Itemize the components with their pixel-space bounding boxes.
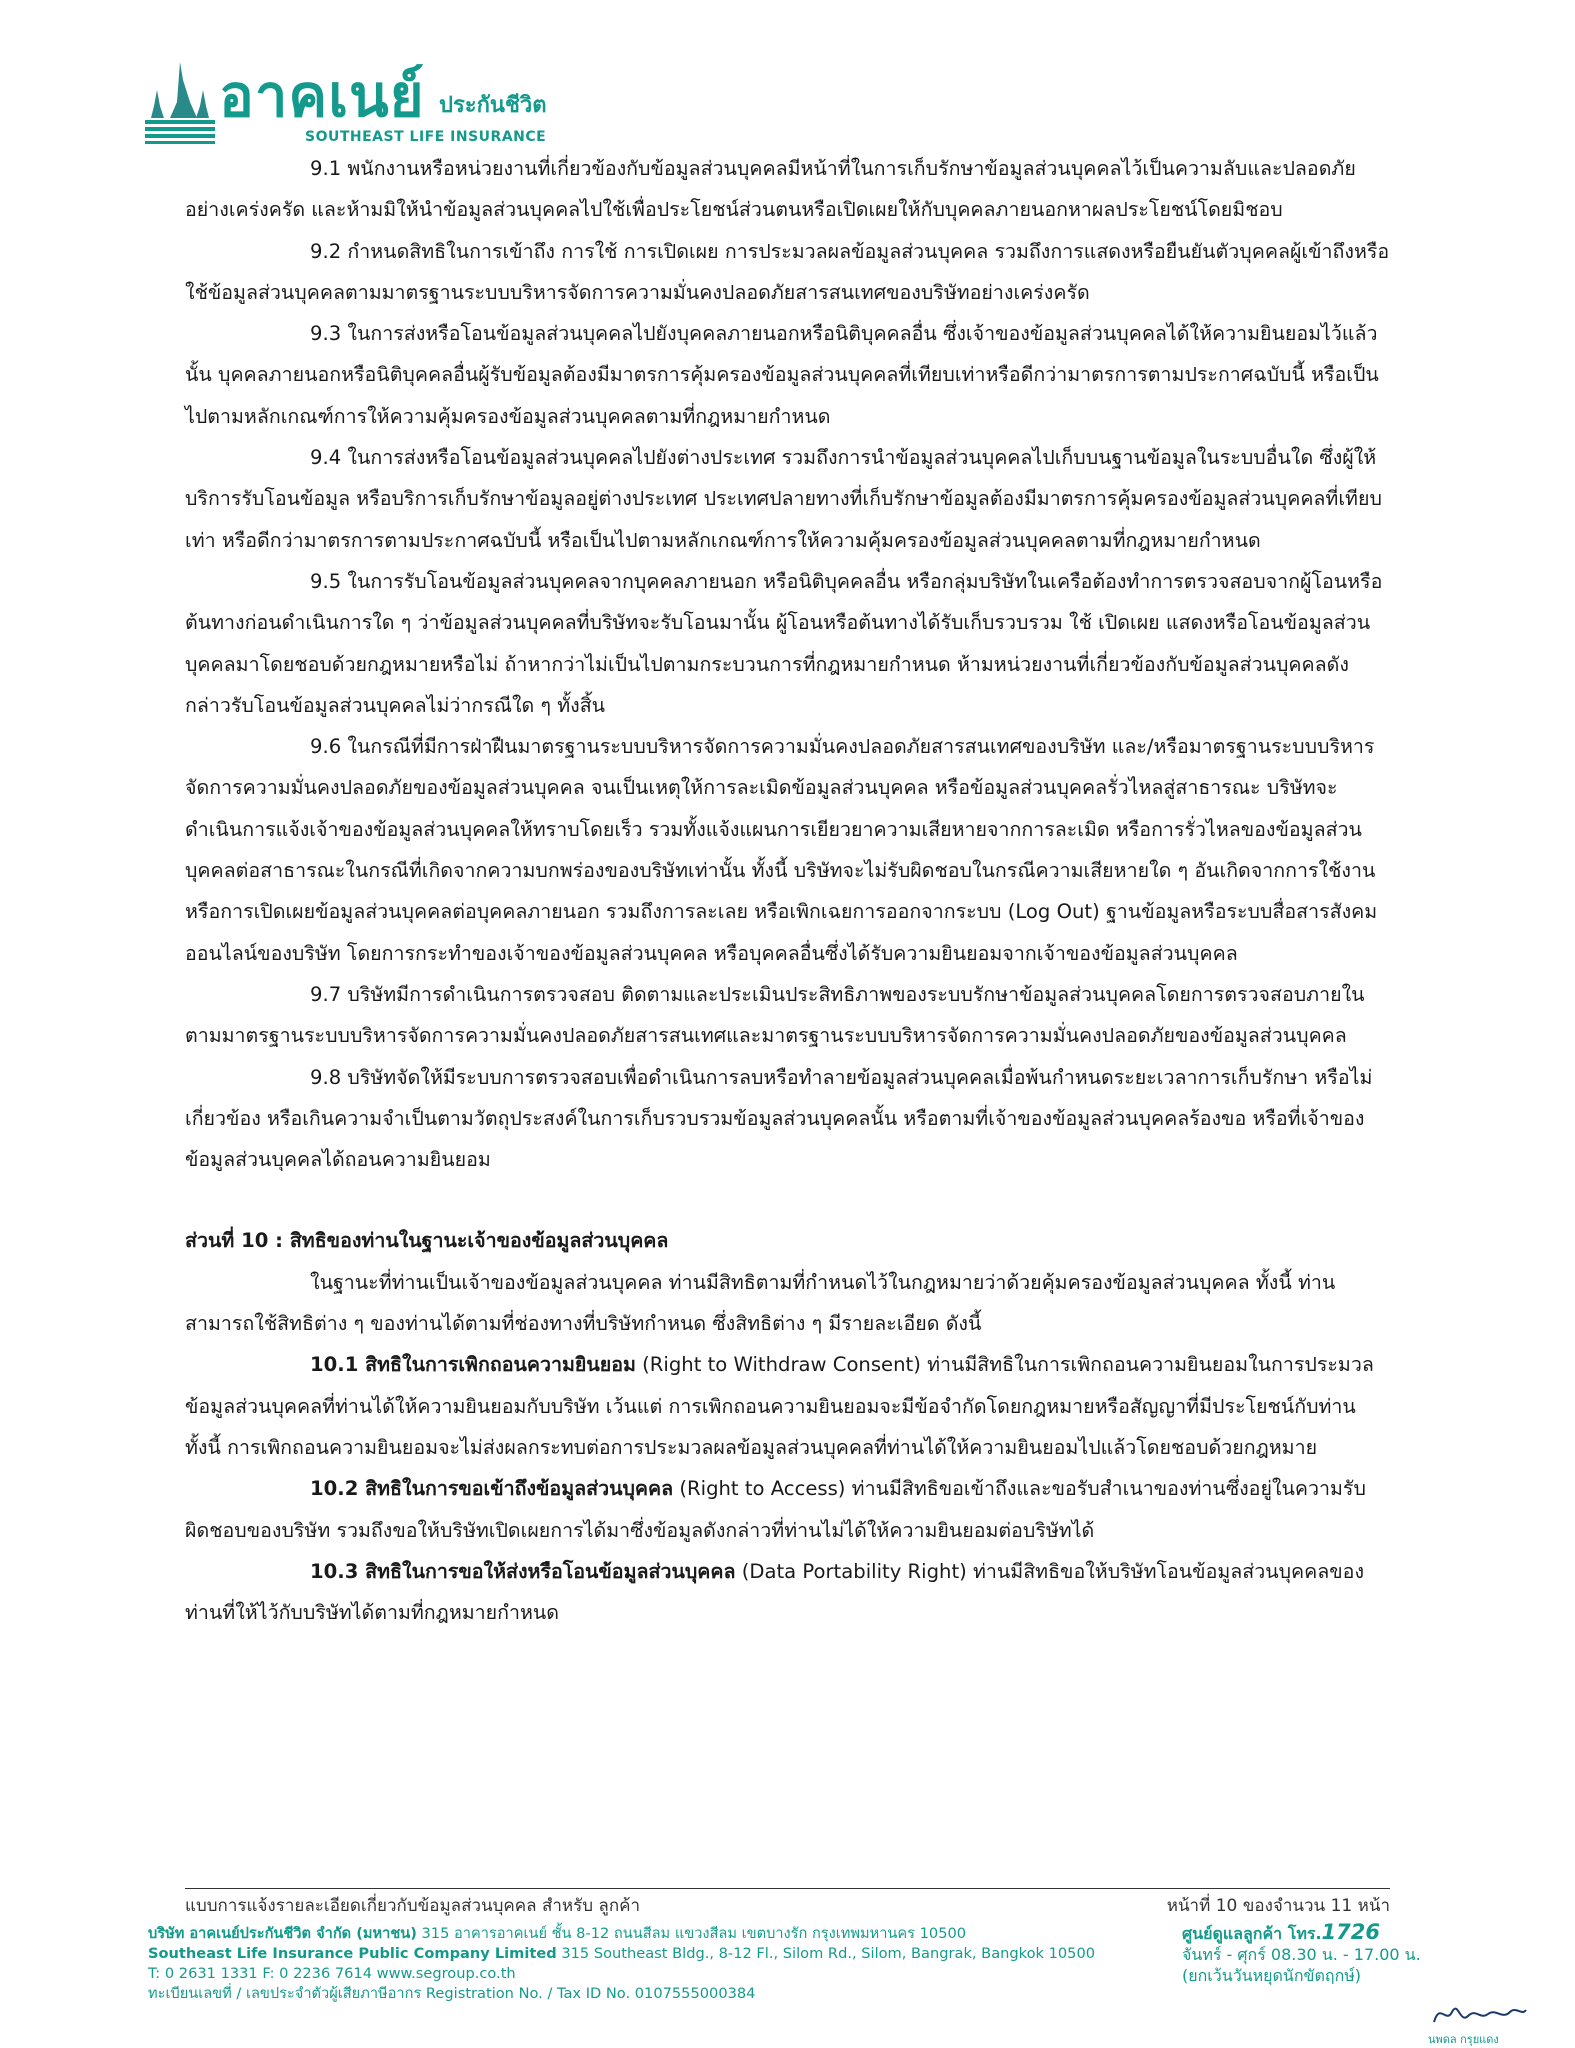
brand-name-thai: อาคเนย์ <box>219 62 425 130</box>
clause-9-8: 9.8 บริษัทจัดให้มีระบบการตรวจสอบเพื่อดำเนินการลบหรือทำลายข้อมูลส่วนบุคคลเมื่อพ้นกำหนดระยะเวลาการเก็บรักษา หรือไม่เกี่ยวข้อง หรือเกินความจำเป็นตามวัตถุประสงค์ในการเก็บรวบรวมข้อมูลส่วนบุคคลนั้น หรือตามที่เจ้าของข้อมูลส่วนบุคคลร้องขอ หรือที่เจ้าของข้อมูลส่วนบุคคลได้ถอนความยินยอม <box>185 1065 1373 1172</box>
company-address-english: 315 Southeast Bldg., 8-12 Fl., Silom Rd., Silom, Bangrak, Bangkok 10500 <box>561 1945 1096 1962</box>
hotline-label: ศูนย์ดูแลลูกค้า โทร. <box>1182 1924 1322 1943</box>
right-10-3 <box>185 1551 1390 1634</box>
temple-logo-icon <box>145 62 215 144</box>
clause-9-7: 9.7 บริษัทมีการดำเนินการตรวจสอบ ติดตามและประเมินประสิทธิภาพของระบบรักษาข้อมูลส่วนบุคคลโดยการตรวจสอบภายในตามมาตรฐานระบบบริหารจัดการความมั่นคงปลอดภัยสารสนเทศและมาตรฐานระบบบริหารจัดการความมั่นคงปลอดภัยของข้อมูลส่วนบุคคล <box>185 982 1365 1048</box>
footer-divider <box>185 1888 1390 1889</box>
right-10-1-heading: 10.1 สิทธิในการเพิกถอนความยินยอม <box>310 1353 636 1377</box>
right-10-2-heading: 10.2 สิทธิในการขอเข้าถึงข้อมูลส่วนบุคคล <box>310 1477 674 1501</box>
clause-9-1: 9.1 พนักงานหรือหน่วยงานที่เกี่ยวข้องกับข้อมูลส่วนบุคคลมีหน้าที่ในการเก็บรักษาข้อมูลส่วนบุคคลไว้เป็นความลับและปลอดภัยอย่างเคร่งครัด และห้ามมิให้นำข้อมูลส่วนบุคคลไปใช้เพื่อประโยชน์ส่วนตนหรือเปิดเผยให้กับบุคคลภายนอกหาผลประโยชน์โดยมิชอบ <box>185 157 1356 222</box>
clause-9-4: 9.4 ในการส่งหรือโอนข้อมูลส่วนบุคคลไปยังต่างประเทศ รวมถึงการนำข้อมูลส่วนบุคคลไปเก็บบนฐานข้อมูลในระบบอื่นใด ซึ่งผู้ให้บริการรับโอนข้อมูล หรือบริการเก็บรักษาข้อมูลอยู่ต่างประเทศ ประเทศปลายทางที่เก็บรักษาข้อมูลต้องมีมาตรการคุ้มครองข้อมูลส่วนบุคคลที่เทียบเท่า หรือดีกว่ามาตรการตามประกาศฉบับนี้ หรือเป็นไปตามหลักเกณฑ์การให้ความคุ้มครองข้อมูลส่วนบุคคลตามที่กฎหมายกำหนด <box>185 446 1382 552</box>
right-10-3-text: (Data Portability Right) ท่านมีสิทธิขอให้บริษัทโอนข้อมูลส่วนบุคคลของท่านที่ให้ไว้กับบริษัทได้ตามที่กฎหมายกำหนด <box>185 1559 1365 1625</box>
company-address-thai: 315 อาคารอาคเนย์ ชั้น 8-12 ถนนสีลม แขวงสีลม เขตบางรัก กรุงเทพมหานคร 10500 <box>421 1925 967 1942</box>
section-10-intro: ในฐานะที่ท่านเป็นเจ้าของข้อมูลส่วนบุคคล ท่านมีสิทธิตามที่กำหนดไว้ในกฎหมายว่าด้วยคุ้มครองข้อมูลส่วนบุคคล ทั้งนี้ ท่านสามารถใช้สิทธิต่าง ๆ ของท่านได้ตามที่ช่องทางที่บริษัทกำหนด ซึ่งสิทธิต่าง ๆ มีรายละเอียด ดังนี้ <box>185 1270 1336 1336</box>
footer-company-info <box>148 1924 1095 2004</box>
company-name-thai: บริษัท อาคเนย์ประกันชีวิต จำกัด (มหาชน) <box>148 1925 417 1942</box>
footer-page-number: หน้าที่ 10 ของจำนวน 11 หน้า <box>1166 1896 1390 1916</box>
brand-subtitle-thai: ประกันชีวิต <box>439 93 547 118</box>
hotline-holiday-note: (ยกเว้นวันหยุดนักขัตฤกษ์) <box>1182 1966 1362 1985</box>
clause-9-5: 9.5 ในการรับโอนข้อมูลส่วนบุคคลจากบุคคลภายนอก หรือนิติบุคคลอื่น หรือกลุ่มบริษัทในเครือต้องทำการตรวจสอบจากผู้โอนหรือต้นทางก่อนดำเนินการใด ๆ ว่าข้อมูลส่วนบุคคลที่บริษัทจะรับโอนมานั้น ผู้โอนหรือต้นทางได้รับเก็บรวบรวม ใช้ เปิดเผย แสดงหรือโอนข้อมูลส่วนบุคคลมาโดยชอบด้วยกฎหมายหรือไม่ ถ้าหากว่าไม่เป็นไปตามกระบวนการที่กฎหมายกำหนด ห้ามหน่วยงานที่เกี่ยวข้องกับข้อมูลส่วนบุคคลดังกล่าวรับโอนข้อมูลส่วนบุคคลไม่ว่ากรณีใด ๆ ทั้งสิ้น <box>185 569 1383 717</box>
right-10-2 <box>185 1468 1390 1551</box>
company-name-english: Southeast Life Insurance Public Company Limited <box>148 1945 557 1962</box>
right-10-1 <box>185 1344 1390 1468</box>
clause-9-6: 9.6 ในกรณีที่มีการฝ่าฝืนมาตรฐานระบบบริหารจัดการความมั่นคงปลอดภัยสารสนเทศของบริษัท และ/หรือมาตรฐานระบบบริหารจัดการความมั่นคงปลอดภัยของข้อมูลส่วนบุคคล จนเป็นเหตุให้การละเมิดข้อมูลส่วนบุคคล หรือข้อมูลส่วนบุคคลรั่วไหลสู่สาธารณะ บริษัทจะดำเนินการแจ้งเจ้าของข้อมูลส่วนบุคคลให้ทราบโดยเร็ว รวมทั้งแจ้งแผนการเยียวยาความเสียหายจากการละเมิด หรือการรั่วไหลของข้อมูลส่วนบุคคลต่อสาธารณะในกรณีที่เกิดจากความบกพร่องของบริษัทเท่านั้น ทั้งนี้ บริษัทจะไม่รับผิดชอบในกรณีความเสียหายใด ๆ อันเกิดจากการใช้งานหรือการเปิดเผยข้อมูลส่วนบุคคลต่อบุคคลภายนอก รวมถึงการละเลย หรือเพิกเฉยการออกจากระบบ (Log Out) ฐานข้อมูลหรือระบบสื่อสารสังคมออนไลน์ของบริษัท โดยการกระทำของเจ้าของข้อมูลส่วนบุคคล หรือบุคคลอื่นซึ่งได้รับความยินยอมจากเจ้าของข้อมูลส่วนบุคคล <box>185 735 1378 965</box>
right-10-2-text: (Right to Access) ท่านมีสิทธิขอเข้าถึงและขอรับสำเนาของท่านซึ่งอยู่ในความรับผิดชอบของบริษัท รวมถึงขอให้บริษัทเปิดเผยการได้มาซึ่งข้อมูลดังกล่าวที่ท่านไม่ได้ให้ความยินยอมต่อบริษัทได้ <box>185 1477 1366 1542</box>
company-logo <box>145 62 565 148</box>
company-registration: ทะเบียนเลขที่ / เลขประจำตัวผู้เสียภาษีอากร Registration No. / Tax ID No. 0107555000384 <box>148 1985 756 2002</box>
hotline-hours: จันทร์ - ศุกร์ 08.30 น. - 17.00 น. <box>1182 1945 1421 1964</box>
clause-9-3: 9.3 ในการส่งหรือโอนข้อมูลส่วนบุคคลไปยังบุคคลภายนอกหรือนิติบุคคลอื่น ซึ่งเจ้าของข้อมูลส่วนบุคคลได้ให้ความยินยอมไว้แล้วนั้น บุคคลภายนอกหรือนิติบุคคลอื่นผู้รับข้อมูลต้องมีมาตรการคุ้มครองข้อมูลส่วนบุคคลที่เทียบเท่าหรือดีกว่ามาตรการตามประกาศฉบับนี้ หรือเป็นไปตามหลักเกณฑ์การให้ความคุ้มครองข้อมูลส่วนบุคคลตามที่กฎหมายกำหนด <box>185 322 1379 428</box>
right-10-3-heading: 10.3 สิทธิในการขอให้ส่งหรือโอนข้อมูลส่วนบุคคล <box>310 1559 736 1583</box>
document-body <box>185 148 1390 1633</box>
signature-image <box>1430 1994 1530 2032</box>
company-contact: T: 0 2631 1331 F: 0 2236 7614 www.segroup.co.th <box>148 1965 516 1982</box>
footer-document-title: แบบการแจ้งรายละเอียดเกี่ยวกับข้อมูลส่วนบุคคล สำหรับ ลูกค้า <box>185 1896 641 1916</box>
section-10-title: ส่วนที่ 10 : สิทธิของท่านในฐานะเจ้าของข้อมูลส่วนบุคคล <box>185 1229 669 1253</box>
signer-name: นพดล กรุยแดง <box>1428 2033 1499 2046</box>
clause-9-2: 9.2 กำหนดสิทธิในการเข้าถึง การใช้ การเปิดเผย การประมวลผลข้อมูลส่วนบุคคล รวมถึงการแสดงหรือยืนยันตัวบุคคลผู้เข้าถึงหรือใช้ข้อมูลส่วนบุคคลตามมาตรฐานระบบบริหารจัดการความมั่นคงปลอดภัยสารสนเทศของบริษัทอย่างเคร่งครัด <box>185 239 1390 304</box>
footer-hotline <box>1182 1922 1421 1986</box>
section-spacer <box>185 1180 1390 1220</box>
hotline-number: 1726 <box>1321 1920 1380 1944</box>
right-10-1-text: (Right to Withdraw Consent) ท่านมีสิทธิในการเพิกถอนความยินยอมในการประมวลข้อมูลส่วนบุคคลที่ท่านได้ให้ความยินยอมกับบริษัท เว้นแต่ การเพิกถอนความยินยอมจะมีข้อจำกัดโดยกฎหมายหรือสัญญาที่มีประโยชน์กับท่าน ทั้งนี้ การเพิกถอนความยินยอมจะไม่ส่งผลกระทบต่อการประมวลผลข้อมูลส่วนบุคคลที่ท่านได้ให้ความยินยอมไปแล้วโดยชอบด้วยกฎหมาย <box>185 1353 1374 1459</box>
brand-name-english: SOUTHEAST LIFE INSURANCE <box>305 129 547 145</box>
